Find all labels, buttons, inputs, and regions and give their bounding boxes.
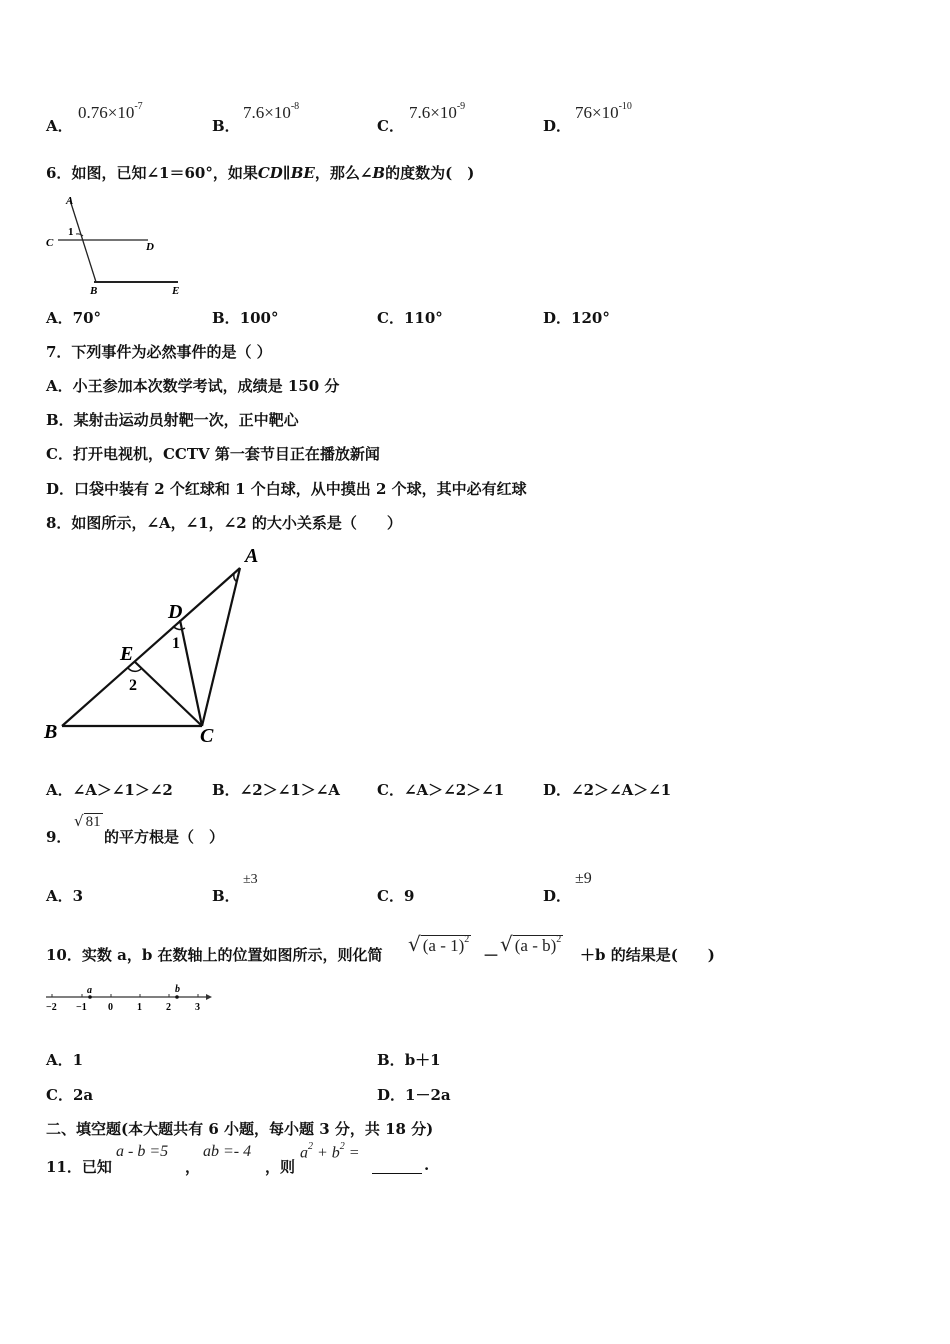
option-label: B． [377, 1051, 405, 1069]
option-label: D． [543, 117, 572, 135]
option-label: A． [46, 887, 73, 905]
q8-option-b [212, 779, 340, 800]
radicand: 81 [85, 814, 101, 830]
option-value: 1－2a [405, 1086, 451, 1104]
q10-sqrt-1 [408, 932, 471, 956]
q5-option-b [212, 115, 240, 136]
option-value: ∠2＞∠A＞∠1 [571, 781, 672, 799]
exponent: 2 [308, 1141, 313, 1152]
option-value: 70° [72, 309, 102, 327]
option-label: D． [543, 781, 572, 799]
label-1: 1 [172, 635, 180, 652]
q8-option-c [377, 779, 504, 800]
line-ce [135, 662, 202, 726]
q10-option-d [377, 1084, 451, 1105]
tick-label: 2 [166, 1002, 171, 1013]
q10-minus: － [483, 946, 500, 965]
stem-math: B [372, 164, 386, 182]
q11-expr-2: ab =- 4 [203, 1143, 252, 1160]
angle-1-arc [76, 234, 83, 236]
q6-option-a [46, 307, 101, 328]
label-a: A [245, 545, 259, 567]
sqrt-expr-2: √ (a - b)$^2$ [500, 932, 562, 956]
equals: = [344, 1144, 360, 1162]
q6-option-c [377, 307, 443, 328]
option-value: 110° [403, 309, 443, 327]
option-label: C． [377, 117, 404, 135]
q7-option-a: A．小王参加本次数学考试，成绩是 150 分 [46, 377, 340, 395]
radicand: (a - 1) [422, 936, 465, 955]
label-1: 1 [68, 226, 74, 238]
option-label: D． [377, 1086, 406, 1104]
tick-label: −1 [76, 1002, 87, 1013]
axis-arrow-icon [206, 994, 212, 1000]
tick-label: −2 [46, 1002, 57, 1013]
q9-option-d-label: D． [543, 887, 572, 905]
label-2: 2 [129, 677, 137, 694]
line-ab [70, 200, 96, 282]
tick-label: 1 [137, 1002, 142, 1013]
label-b: B [90, 285, 98, 297]
coef: 0.76 [78, 103, 108, 122]
q9-option-b-value: ±3 [243, 872, 258, 887]
label-b: b [175, 984, 180, 995]
option-value: 2a [72, 1086, 94, 1104]
section-2-title: 二、填空题(本大题共有 6 小题，每小题 3 分，共 18 分) [46, 1120, 434, 1138]
option-label: C． [377, 781, 404, 799]
exponent: 2 [339, 1141, 345, 1152]
option-label: B． [212, 781, 240, 799]
q11-expr-3 [300, 1143, 360, 1162]
q5-option-d-expr [575, 103, 632, 123]
stem-text: ，那么∠ [314, 164, 373, 182]
q11-expr-1: a - b =5 [116, 1143, 169, 1160]
coef: 7.6 [243, 103, 265, 122]
q7-option-c: C．打开电视机，CCTV 第一套节目正在播放新闻 [46, 445, 380, 463]
q8-option-a [46, 779, 173, 800]
sqrt-expr-1: √ (a - 1)$^2$ [408, 932, 470, 956]
stem-text: 如图，已知∠1＝60°，如果 [71, 164, 258, 182]
q10-stem-b: ＋b 的结果是( ) [580, 946, 715, 964]
q5-option-d [543, 115, 571, 136]
option-value: 100° [239, 309, 279, 327]
coef: 7.6 [409, 103, 431, 122]
option-value: ∠A＞∠1＞∠2 [72, 781, 173, 799]
exponent: -8 [290, 101, 300, 113]
exponent: -7 [134, 101, 143, 113]
q11-answer-blank[interactable] [372, 1156, 422, 1174]
q9-sqrt [74, 812, 103, 831]
point-b [175, 995, 179, 999]
question-number: 6． [46, 164, 72, 182]
var-a: a [300, 1144, 308, 1162]
option-label: C． [377, 309, 404, 327]
option-value: 120° [571, 309, 610, 327]
label-d: D [168, 601, 183, 623]
option-label: C． [377, 887, 404, 905]
label-e: E [172, 285, 180, 297]
q9-option-d-value: ±9 [575, 870, 592, 887]
exponent: 2 [556, 934, 562, 946]
option-label: B． [212, 309, 240, 327]
sqrt-81: √ 81 [74, 812, 101, 830]
label-b: B [44, 721, 58, 743]
times: ×10 [264, 103, 291, 122]
q9-option-c [377, 885, 414, 906]
q9-stem-text: 的平方根是（ ） [104, 828, 225, 846]
option-value: ∠2＞∠1＞∠A [239, 781, 340, 799]
q10-sqrt-2 [500, 932, 563, 956]
q5-option-b-expr [243, 103, 299, 123]
option-label: A． [46, 309, 73, 327]
option-label: D． [543, 309, 572, 327]
tick-label: 3 [195, 1002, 200, 1013]
q6-stem [46, 162, 474, 183]
option-value: 3 [72, 887, 84, 905]
option-label: A． [46, 1051, 73, 1069]
times: ×10 [430, 103, 457, 122]
q5-option-c [377, 115, 404, 136]
line-ca [202, 568, 240, 726]
q9-number: 9． [46, 828, 72, 846]
times: ×10 [592, 103, 619, 122]
stem-math: CD∥BE [257, 164, 315, 182]
tick-label: 0 [108, 1002, 113, 1013]
q9-option-b-label: B． [212, 887, 240, 905]
label-a: A [66, 195, 74, 207]
label-c: C [46, 237, 54, 249]
line-ba [62, 568, 240, 726]
q5-option-c-expr [409, 103, 465, 123]
option-value: 1 [72, 1051, 84, 1069]
q10-number-line [44, 984, 216, 1016]
q8-stem: 8．如图所示，∠A，∠1，∠2 的大小关系是（ ） [46, 514, 402, 532]
q5-option-a [46, 115, 73, 136]
option-value: 9 [403, 887, 415, 905]
line-cd [180, 620, 202, 726]
q7-stem: 7．下列事件为必然事件的是（ ） [46, 343, 272, 361]
q6-figure [40, 190, 190, 300]
coef: 76 [575, 103, 592, 122]
option-value: ∠A＞∠2＞∠1 [403, 781, 505, 799]
q7-option-d: D．口袋中装有 2 个红球和 1 个白球，从中摸出 2 个球，其中必有红球 [46, 480, 527, 498]
q10-option-a [46, 1049, 83, 1070]
q5-option-a-expr [78, 103, 143, 123]
option-label: A． [46, 117, 73, 135]
q8-option-d [543, 779, 671, 800]
exponent: 2 [464, 934, 470, 946]
angle-2-arc [128, 668, 141, 671]
q11-stem-a: 11．已知 [46, 1158, 112, 1176]
label-c: C [200, 725, 214, 747]
q8-figure [40, 540, 280, 750]
q6-option-b [212, 307, 279, 328]
option-label: A． [46, 781, 73, 799]
q11-stem-b: ，则 [265, 1158, 296, 1176]
exponent: -10 [618, 101, 632, 113]
option-label: C． [46, 1086, 73, 1104]
option-value: b＋1 [404, 1051, 441, 1069]
q10-option-c [46, 1084, 93, 1105]
radicand: (a - b) [514, 936, 557, 955]
q9-option-a [46, 885, 83, 906]
q11-comma: ， [185, 1158, 201, 1176]
q10-option-b [377, 1049, 441, 1070]
q11-end: . [424, 1156, 430, 1174]
q10-stem-a: 10．实数 a，b 在数轴上的位置如图所示，则化简 [46, 946, 383, 964]
q7-option-b: B．某射击运动员射靶一次，正中靶心 [46, 411, 299, 429]
label-a: a [87, 985, 92, 996]
label-e: E [120, 643, 134, 665]
option-label: B． [212, 117, 240, 135]
plus-b: + b [313, 1144, 340, 1162]
label-d: D [146, 241, 154, 253]
exponent: -9 [456, 101, 466, 113]
stem-text: 的度数为( ) [385, 164, 475, 182]
times: ×10 [107, 103, 135, 122]
q6-option-d [543, 307, 610, 328]
